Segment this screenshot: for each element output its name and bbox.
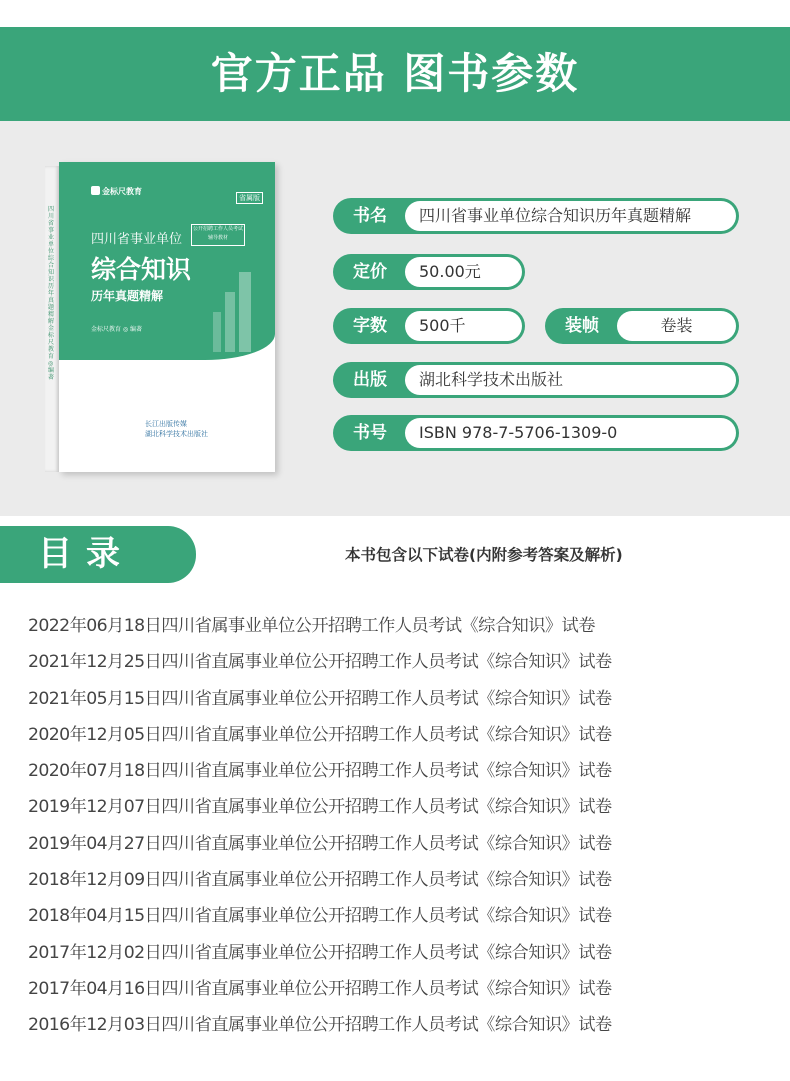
toc-item: 2020年12月05日四川省直属事业单位公开招聘工作人员考试《综合知识》试卷 [28,724,612,745]
banner-title: 官方正品 图书参数 [210,49,580,98]
param-price-label: 定价 [353,262,387,282]
cover-tag: 公开招聘工作人员考试辅导教材 [191,224,245,246]
book-front-cover [59,162,275,472]
toc-item: 2018年04月15日四川省直属事业单位公开招聘工作人员考试《综合知识》试卷 [28,906,612,927]
param-title-label: 书名 [353,206,387,226]
cover-line1: 四川省事业单位 [91,232,183,247]
header-banner [0,27,790,121]
param-price-value: 50.00元 [405,257,522,287]
spine-text: 四川省事业单位 综合知识 历年真题精解 金标尺教育 ◎ 编著 [48,206,55,381]
logo-icon [91,186,100,195]
cover-building-graphic [209,272,259,352]
book-spine [45,166,59,472]
param-price [333,254,525,290]
param-words [333,308,525,344]
param-binding-label: 装帧 [565,316,599,336]
toc-note: 本书包含以下试卷(内附参考答案及解析) [345,546,623,564]
toc-item: 2016年12月03日四川省直属事业单位公开招聘工作人员考试《综合知识》试卷 [28,1015,612,1036]
param-binding-value: 卷装 [617,311,736,341]
publisher-logo [91,186,142,197]
param-words-value: 500千 [405,311,522,341]
toc-item: 2021年05月15日四川省直属事业单位公开招聘工作人员考试《综合知识》试卷 [28,688,612,709]
toc-header-tab [0,526,196,583]
toc-list [28,608,788,1044]
cover-title: 综合知识 [91,255,192,284]
publisher-group: 长江出版传媒 [145,420,187,428]
param-words-label: 字数 [353,316,387,336]
toc-item: 2022年06月18日四川省属事业单位公开招聘工作人员考试《综合知识》试卷 [28,616,595,636]
toc-item: 2019年04月27日四川省直属事业单位公开招聘工作人员考试《综合知识》试卷 [28,833,612,854]
param-binding [545,308,739,344]
cover-subtitle: 历年真题精解 [91,289,164,303]
param-isbn-value: ISBN 978-7-5706-1309-0 [405,418,736,448]
cover-author: 金标尺教育 ◎ 编著 [91,326,143,333]
param-isbn [333,415,739,451]
toc-item: 2017年12月02日四川省直属事业单位公开招聘工作人员考试《综合知识》试卷 [28,942,612,963]
toc-item: 2020年07月18日四川省直属事业单位公开招聘工作人员考试《综合知识》试卷 [28,761,612,782]
book-cover-image [45,162,275,474]
toc-item: 2019年12月07日四川省直属事业单位公开招聘工作人员考试《综合知识》试卷 [28,797,612,818]
edition-badge: 省属版 [236,192,263,204]
param-publisher [333,362,739,398]
toc-item: 2018年12月09日四川省直属事业单位公开招聘工作人员考试《综合知识》试卷 [28,870,612,891]
publisher-name: 湖北科学技术出版社 [145,430,208,438]
logo-text: 金标尺教育 [102,187,142,196]
param-publisher-value: 湖北科学技术出版社 [405,365,736,395]
param-title [333,198,739,234]
toc-item: 2017年04月16日四川省直属事业单位公开招聘工作人员考试《综合知识》试卷 [28,978,612,999]
param-isbn-label: 书号 [353,423,387,443]
param-publisher-label: 出版 [353,370,387,390]
toc-item: 2021年12月25日四川省直属事业单位公开招聘工作人员考试《综合知识》试卷 [28,652,612,673]
cover-publisher [145,419,208,439]
param-title-value: 四川省事业单位综合知识历年真题精解 [405,201,736,231]
toc-title: 目录 [38,534,134,574]
